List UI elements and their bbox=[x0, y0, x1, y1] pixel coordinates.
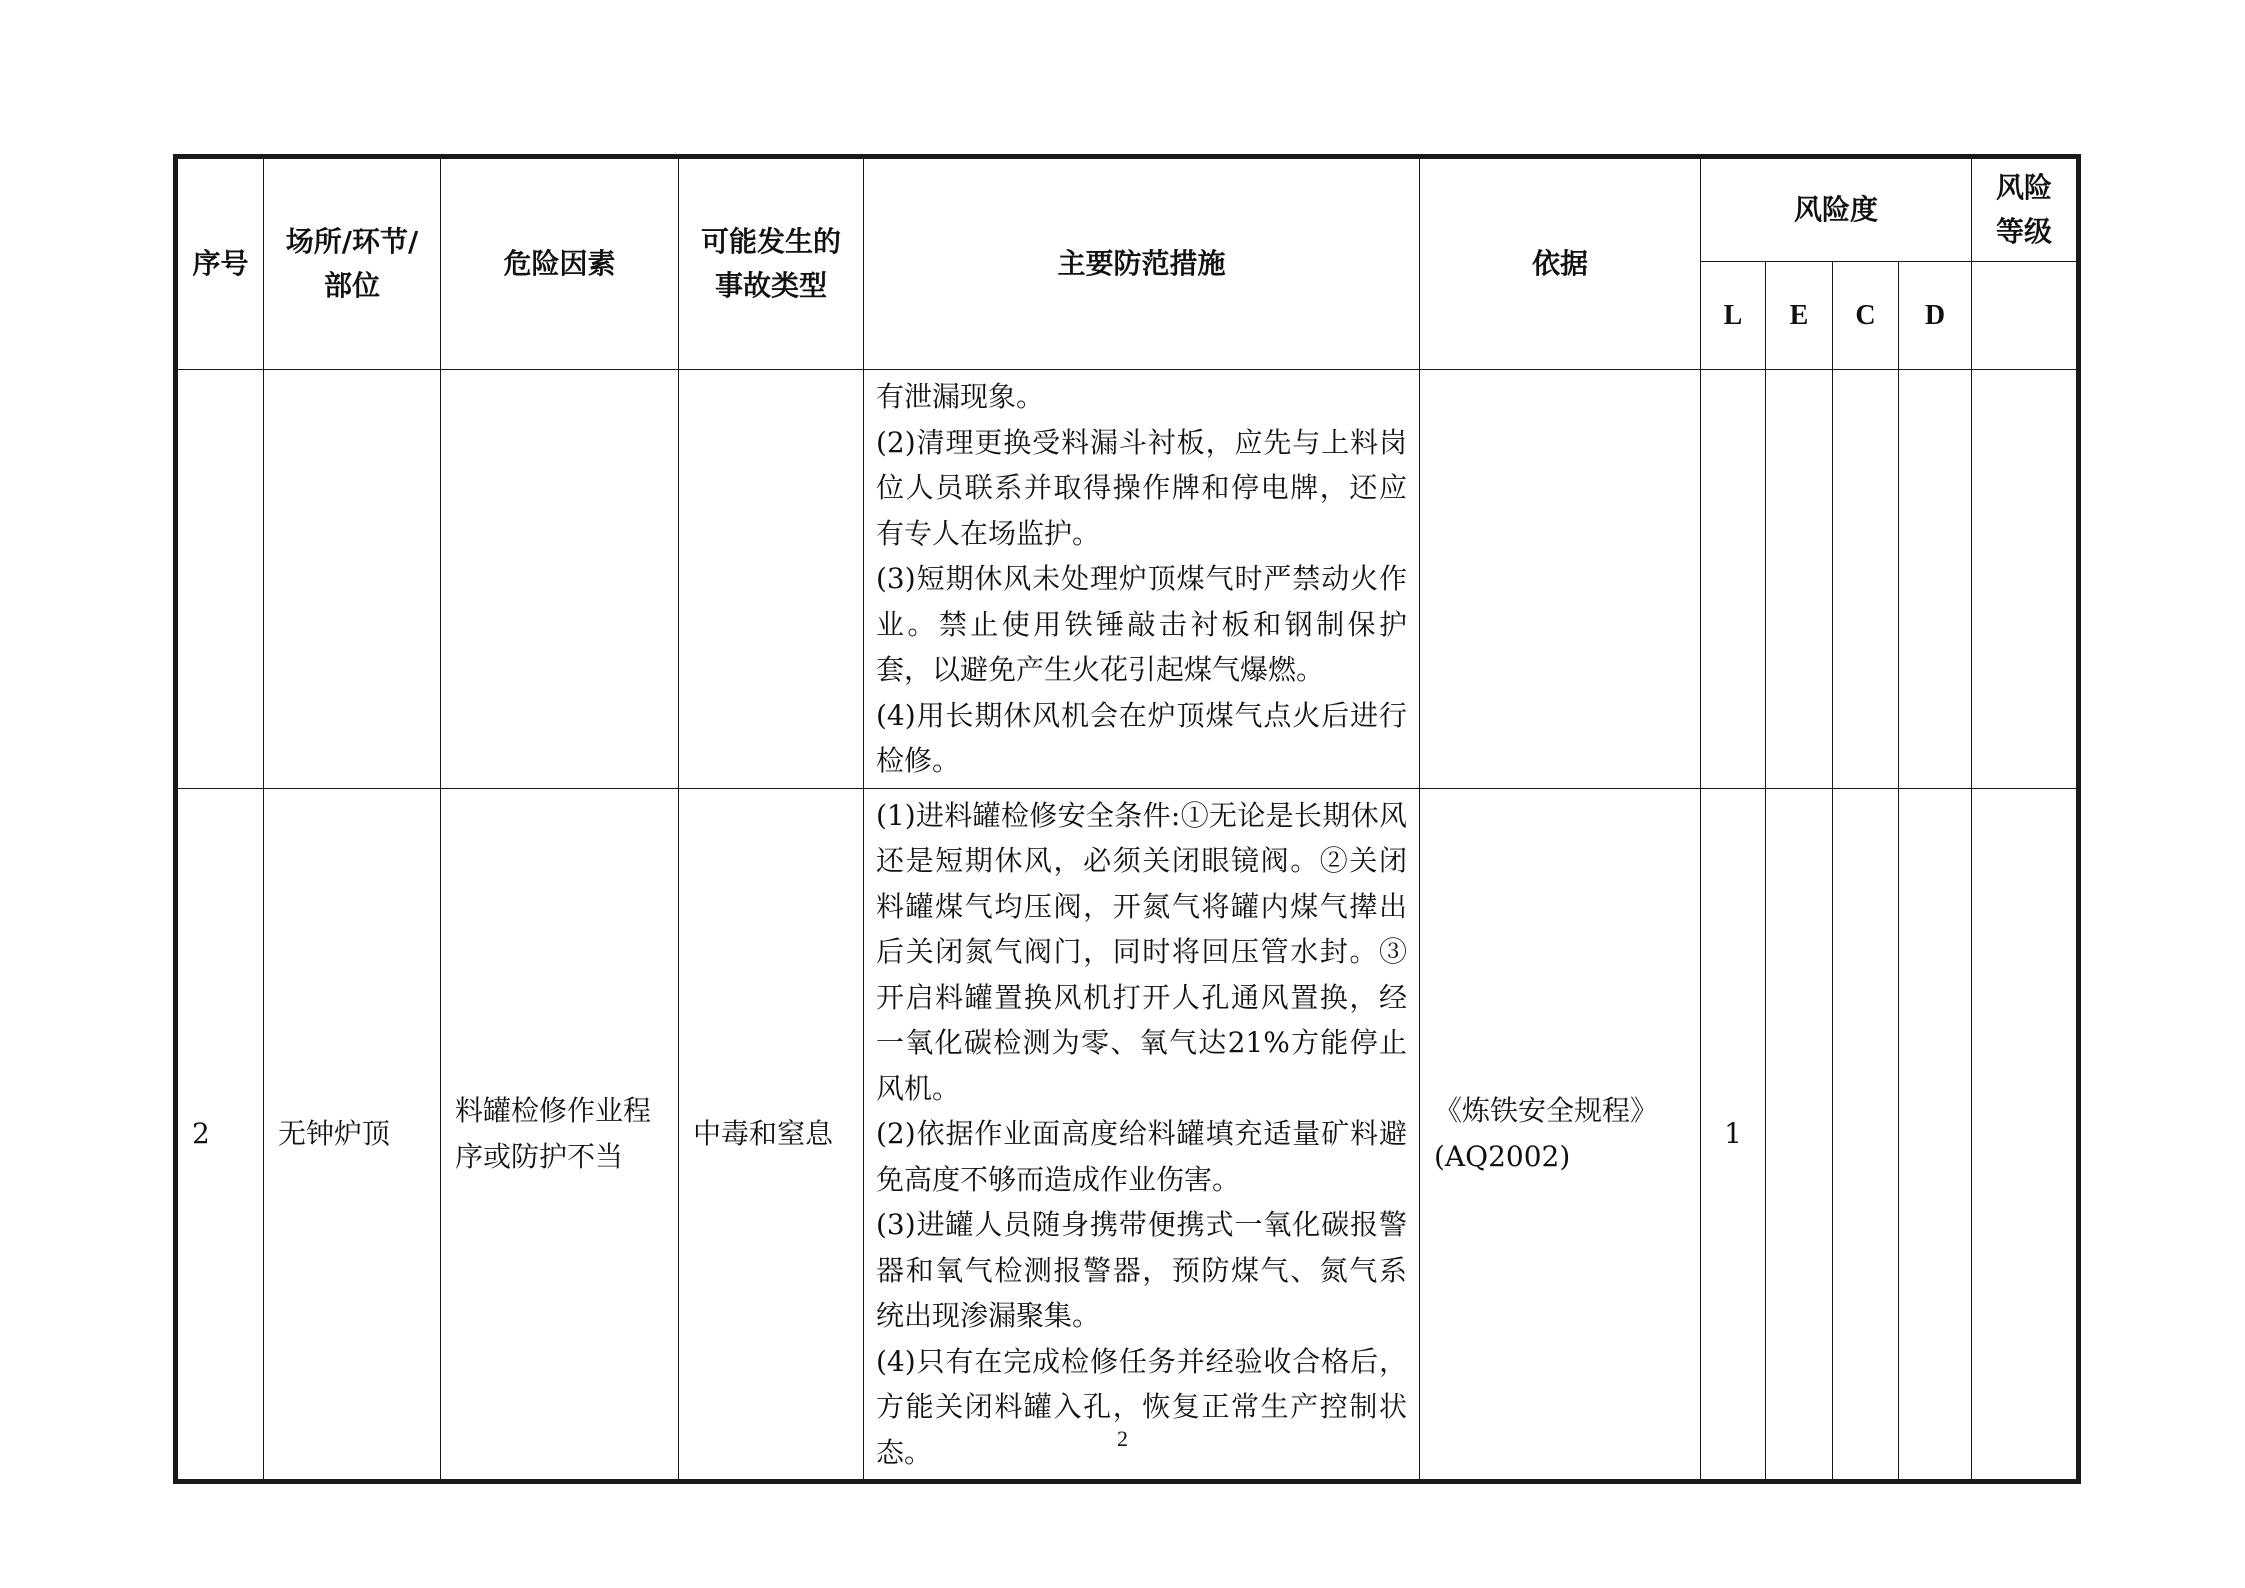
row-c bbox=[1833, 788, 1899, 1482]
measure-item: (3)短期休风未处理炉顶煤气时严禁动火作业。禁止使用铁锤敲击衬板和钢制保护套，以避免产生火花引起煤气爆燃。 bbox=[876, 562, 1407, 686]
measure-item: (1)进料罐检修安全条件:①无论是长期休风还是短期休风，必须关闭眼镜阀。②关闭料罐煤气均压阀，开氮气将罐内煤气撵出后关闭氮气阀门，同时将回压管水封。③开启料罐置换风机打开人孔通风置换，经一氧化碳检测为零、氧气达21%方能停止风机。 bbox=[876, 798, 1407, 1105]
row-level bbox=[1972, 788, 2079, 1482]
table-row bbox=[176, 370, 2079, 789]
header-row bbox=[176, 157, 2079, 262]
row-basis bbox=[1420, 370, 1701, 789]
measure-item: (2)清理更换受料漏斗衬板，应先与上料岗位人员联系并取得操作牌和停电牌，还应有专人在场监护。 bbox=[876, 425, 1407, 550]
header-l: L bbox=[1701, 262, 1766, 370]
header-seq: 序号 bbox=[176, 157, 264, 370]
measure-item: (2)依据作业面高度给料罐填充适量矿料避免高度不够而造成作业伤害。 bbox=[876, 1117, 1407, 1196]
measure-item: (4)用长期休风机会在炉顶煤气点火后进行检修。 bbox=[876, 698, 1407, 777]
header-risk-level-blank bbox=[1972, 262, 2079, 370]
header-risk-level: 风险等级 bbox=[1972, 157, 2079, 262]
header-risk-degree: 风险度 bbox=[1701, 157, 1972, 262]
row-e bbox=[1766, 788, 1833, 1482]
header-e: E bbox=[1766, 262, 1833, 370]
header-measures: 主要防范措施 bbox=[864, 157, 1420, 370]
row-d bbox=[1899, 370, 1972, 789]
table-row bbox=[176, 788, 2079, 1482]
header-place: 场所/环节/部位 bbox=[264, 157, 441, 370]
row-place bbox=[264, 370, 441, 789]
row-measures bbox=[864, 788, 1420, 1482]
row-accident-type bbox=[679, 370, 864, 789]
row-seq bbox=[176, 370, 264, 789]
row-e bbox=[1766, 370, 1833, 789]
header-hazard: 危险因素 bbox=[441, 157, 679, 370]
measure-item: (4)只有在完成检修任务并经验收合格后，方能关闭料罐入孔，恢复正常生产控制状态。 bbox=[876, 1344, 1407, 1469]
row-l: 1 bbox=[1701, 788, 1766, 1482]
risk-assessment-table bbox=[173, 154, 2081, 1484]
row-place: 无钟炉顶 bbox=[264, 788, 441, 1482]
row-l bbox=[1701, 370, 1766, 789]
row-level bbox=[1972, 370, 2079, 789]
header-c: C bbox=[1833, 262, 1899, 370]
row-hazard: 料罐检修作业程序或防护不当 bbox=[441, 788, 679, 1482]
header-basis: 依据 bbox=[1420, 157, 1701, 370]
header-accident-type: 可能发生的事故类型 bbox=[679, 157, 864, 370]
row-c bbox=[1833, 370, 1899, 789]
row-seq: 2 bbox=[176, 788, 264, 1482]
measure-item: 有泄漏现象。 bbox=[876, 380, 1045, 413]
row-d bbox=[1899, 788, 1972, 1482]
measure-item: (3)进罐人员随身携带便携式一氧化碳报警器和氧气检测报警器，预防煤气、氮气系统出现渗漏聚集。 bbox=[876, 1208, 1407, 1332]
header-d: D bbox=[1899, 262, 1972, 370]
row-hazard bbox=[441, 370, 679, 789]
page-number: 2 bbox=[1117, 1426, 1128, 1451]
row-measures bbox=[864, 370, 1420, 789]
row-basis: 《炼铁安全规程》(AQ2002) bbox=[1420, 788, 1701, 1482]
row-accident-type: 中毒和窒息 bbox=[679, 788, 864, 1482]
